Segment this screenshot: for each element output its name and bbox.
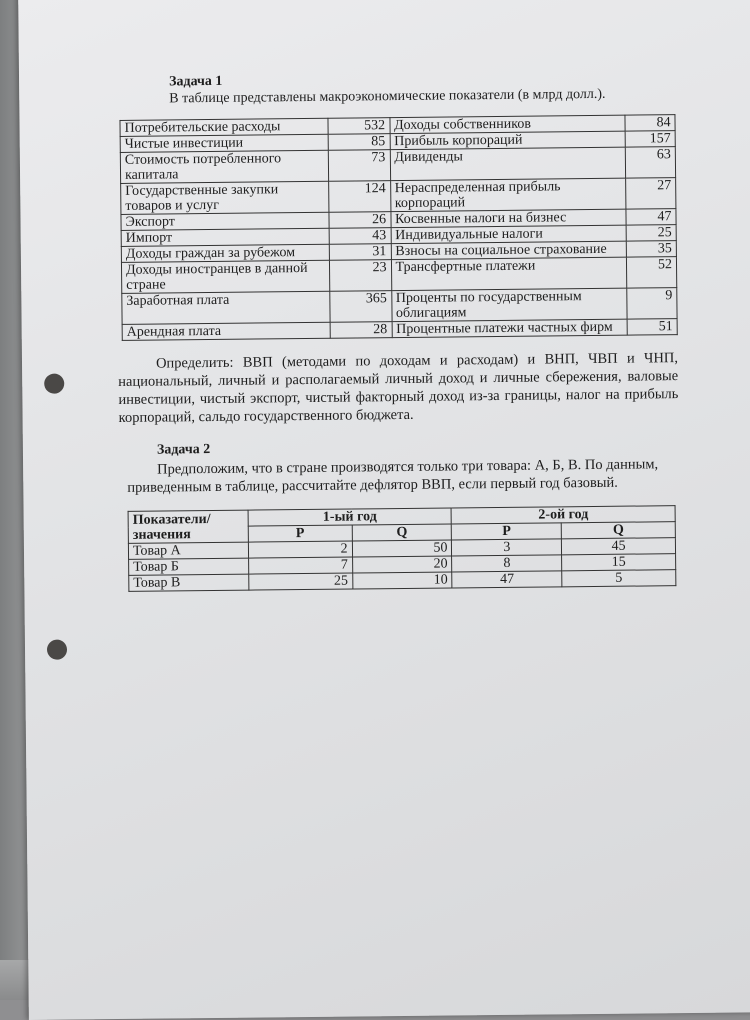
row-left-label: Чистые инвестиции: [120, 134, 328, 152]
row-left-label: Доходы граждан за рубежом: [121, 244, 329, 262]
row-qty-year1: 50: [352, 540, 452, 557]
row-qty-year1: 10: [352, 572, 452, 589]
row-right-label: Косвенные налоги на бизнес: [390, 209, 626, 227]
row-right-label: Трансфертные платежи: [391, 257, 627, 290]
punch-hole-top: [44, 374, 64, 394]
row-right-label: Взносы на социальное страхование: [391, 241, 627, 259]
row-right-label: Нераспределенная прибыль корпораций: [390, 178, 626, 211]
row-right-value: 47: [626, 209, 676, 226]
row-qty-year1: 20: [352, 556, 452, 573]
row-right-value: 51: [627, 319, 677, 336]
row-right-value: 27: [626, 178, 676, 210]
row-right-value: 63: [625, 147, 675, 179]
header-q2: Q: [561, 522, 675, 539]
header-q1: Q: [352, 524, 452, 541]
row-price-year1: 2: [248, 541, 352, 558]
row-qty-year2: 45: [562, 538, 676, 555]
row-left-value: 85: [328, 134, 390, 151]
row-good-name: Товар В: [129, 574, 249, 591]
row-right-value: 35: [626, 241, 676, 258]
row-price-year2: 47: [452, 571, 562, 588]
row-right-value: 9: [627, 288, 677, 320]
row-right-value: 52: [626, 257, 676, 289]
row-left-value: 26: [329, 212, 391, 229]
row-price-year2: 8: [452, 555, 562, 572]
header-year2: 2-ой год: [452, 506, 676, 524]
row-right-label: Индивидуальные налоги: [391, 225, 627, 243]
row-left-label: Стоимость потребленного капитала: [120, 150, 328, 183]
macro-indicators-table: [119, 114, 677, 341]
header-p1: P: [248, 525, 352, 542]
row-right-label: Проценты по государственным облигациям: [391, 288, 627, 321]
row-left-value: 31: [329, 244, 391, 261]
row-right-label: Прибыль корпораций: [390, 131, 626, 149]
row-left-label: Импорт: [121, 228, 329, 246]
row-good-name: Товар Б: [129, 558, 249, 575]
paper-sheet: [18, 0, 750, 1020]
punch-hole-bottom: [47, 640, 67, 660]
row-price-year2: 3: [452, 539, 562, 556]
row-left-value: 28: [330, 322, 392, 339]
task1-question: Определить: ВВП (методами по доходам и расходам) и ВНП, ЧВП и ЧНП, национальный, личный и располагаемый личный доход и личные сбережения, валовые инвестиции, чистый экспорт, чистый факторный доход из-за границы, налог на прибыль корпораций, сальдо государственного бюджета.: [118, 350, 679, 426]
row-right-value: 157: [625, 131, 675, 148]
row-left-value: 23: [329, 260, 391, 292]
document-content: [101, 69, 678, 592]
row-price-year1: 7: [248, 557, 352, 574]
header-year1: 1-ый год: [248, 508, 452, 526]
row-left-label: Государственные закупки товаров и услуг: [121, 181, 329, 214]
row-left-value: 73: [328, 150, 390, 182]
header-indicators: Показатели/ значения: [128, 510, 248, 543]
row-qty-year2: 15: [562, 554, 676, 571]
header-p2: P: [452, 523, 562, 540]
row-left-label: Экспорт: [121, 212, 329, 230]
row-left-value: 43: [329, 228, 391, 245]
row-price-year1: 25: [249, 573, 353, 590]
row-left-label: Доходы иностранцев в данной стране: [121, 260, 329, 293]
task1-title: Задача 1: [168, 73, 223, 90]
task2-title: Задача 2: [156, 442, 211, 458]
row-left-label: Арендная плата: [122, 322, 330, 340]
task2-description: Предположим, что в стране производятся только три товара: А, Б, В. По данным, приведенным в таблице, рассчитайте дефлятор ВВП, если первый год базовый.: [127, 456, 659, 496]
goods-prices-table: [128, 505, 677, 592]
row-left-label: Потребительские расходы: [120, 118, 328, 136]
row-right-label: Дивиденды: [390, 147, 626, 180]
row-right-label: Процентные платежи частных фирм: [392, 319, 628, 337]
row-right-label: Доходы собственников: [389, 115, 625, 133]
task1-description: В таблице представлены макроэкономические показатели (в млрд долл.).: [169, 86, 606, 107]
row-right-value: 25: [626, 225, 676, 242]
row-left-label: Заработная плата: [122, 291, 330, 324]
row-qty-year2: 5: [562, 570, 676, 587]
row-left-value: 532: [328, 118, 390, 135]
row-left-value: 365: [329, 291, 391, 323]
row-good-name: Товар А: [128, 542, 248, 559]
row-right-value: 84: [625, 115, 675, 132]
row-left-value: 124: [328, 181, 390, 213]
